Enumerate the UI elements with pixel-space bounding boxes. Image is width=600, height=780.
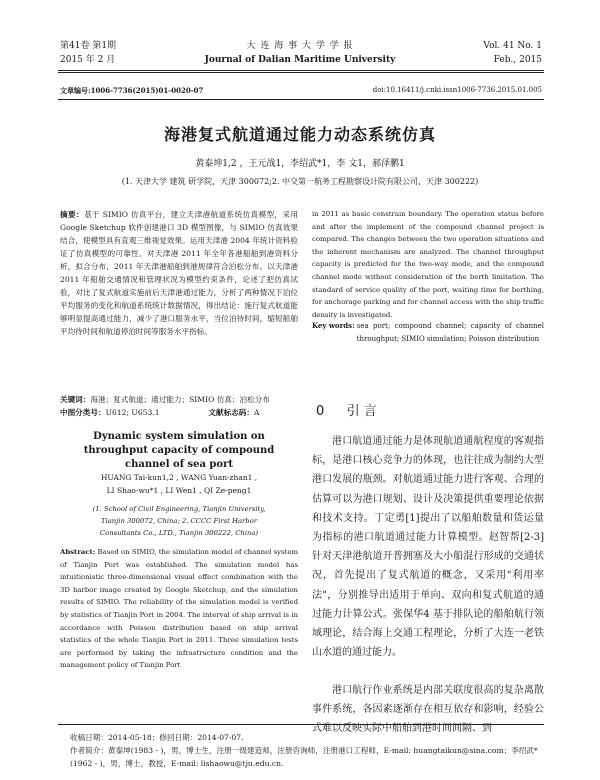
authors-en-line: HUANG Tai-kun1,2 , WANG Yuan-zhan1 , bbox=[100, 473, 258, 482]
header-rule bbox=[58, 70, 544, 71]
footnote-bio: 作者简介：黄泰坤(1983 - )，男，博士生，注册一级建造师，注册咨询师，注册港口工程师，E-mail: huangtaikun@sina.com；李绍武*(1962 - )，男，博士，教授，E-mail: lishaowu@tju.edu.cn. bbox=[70, 746, 538, 768]
abstract-cn-label: 摘要： bbox=[60, 210, 84, 219]
issue-date-en: Feb., 2015 bbox=[493, 55, 542, 65]
section-heading bbox=[316, 400, 377, 419]
abstract-en-part1 bbox=[60, 546, 298, 672]
doc-code-value: A bbox=[253, 408, 260, 417]
abstract-cn bbox=[60, 208, 298, 338]
footnote-received: 收稿日期：2014-05-18；修回日期：2014-07-07. bbox=[70, 733, 244, 742]
journal-name-cn: 大 连 海 事 大 学 学 报 bbox=[246, 41, 354, 51]
issue-date-cn: 2015 年 2 月 bbox=[60, 55, 116, 65]
doc-code-label: 文献标志码： bbox=[208, 408, 254, 417]
affiliation-en-line: Tianjin 300072, China; 2. CCCC First Harbor bbox=[101, 517, 257, 525]
affiliation-en-line: (1. School of Civil Engineering, Tianjin University, bbox=[92, 505, 266, 513]
keywords-en-text: sea port; compound channel; capacity of channel throughput; SIMIO simulation; Poisson distribution bbox=[356, 322, 544, 343]
keywords-en-label: Key words: bbox=[312, 321, 355, 330]
intro-paragraph-2: 港口航行作业系统是内部关联度很高的复杂离散事件系统，各因素逐渐存在相互依存和影响，经验公式难以反映实际中船舶到港时间间隔、到 bbox=[312, 685, 544, 735]
article-number: 文章编号:1006-7736(2015)01-0020-07 bbox=[60, 86, 204, 95]
abstract-en-label: Abstract: bbox=[60, 548, 96, 556]
keywords-cn-text: 海港；复式航道；通过能力；SIMIO 仿真；泊松分布 bbox=[90, 395, 270, 404]
section-title: 引 言 bbox=[346, 404, 377, 419]
footnote-rule bbox=[58, 724, 544, 725]
authors-cn: 黄泰坤1,2 ，王元战1，李绍武*1，李 文1，郝泽鹏1 bbox=[195, 159, 405, 169]
volume-number-cn: 第41卷 第1期 bbox=[60, 41, 117, 51]
volume-number-en: Vol. 41 No. 1 bbox=[483, 41, 542, 51]
meta-rule bbox=[58, 99, 544, 100]
class-label: 中图分类号： bbox=[60, 408, 106, 417]
keywords-cn bbox=[60, 393, 298, 406]
keywords-cn-label: 关键词： bbox=[60, 395, 91, 404]
section-number: 0 bbox=[316, 404, 325, 419]
abstract-en-text: Based on SIMIO, the simulation model of channel system of Tianjin Port was established. The simulation model has intuitionistic three-dimensional visual effect combination with the 3D harbor image created by Google Sketchup, and the simulation results of SIMIO. The reliability of the simulation model is verified by statistics of Tianjin Port in 2004. The interval of ship arrival is in accordance with Poisson distribution based on ship arrival statistics of the whole Tianjin Port in 2011. Three simulation tests are performed by taking the infrastructure condition and the management policy of Tianjin Port bbox=[60, 548, 298, 670]
authors-en-line: LI Shao-wu*1 , LI Wen1 , QI Ze-peng1 bbox=[106, 485, 252, 495]
doi: doi:10.16411/j.cnki.issn1006-7736.2015.01.005 bbox=[372, 86, 542, 94]
authors-en bbox=[60, 472, 298, 497]
affiliation-cn: (1. 天津大学 建筑 研学院，天津 300072;2. 中交第一航务工程勘察设计院有限公司，天津 300222) bbox=[121, 177, 479, 186]
classification-cn bbox=[60, 406, 298, 419]
paper-title-cn: 海港复式航道通过能力动态系统仿真 bbox=[163, 125, 436, 144]
keywords-en bbox=[312, 320, 544, 345]
class-value: U612; U653.1 bbox=[105, 408, 160, 417]
paper-title-en: Dynamic system simulation on throughput capacity of compound channel of sea port bbox=[83, 431, 275, 470]
abstract-cn-text: 基于 SIMIO 仿真平台，建立天津港航道系统仿真模型，采用 Google Sketchup 软件创建港口 3D 模型图像，与 SIMIO 仿真效果结合，使模型具有直观三维视觉效果。运用天津港 2004 年统计资料验证了仿真模型的可靠性。对天津港 2011 年全年各港船舶到港资料分析，拟合分布，2011 年天津港船舶到港规律符合泊松分布。以天津港 2011 年船舶交通情况和管理状况为模型约束条件，论述了把仿真试验，对比了复式航道实施前后天津港通过能力，分析了两种情况下泊位平均服务的变化和航道系统统计数据情况，得出结论：施行复式航道能够明显提高通过能力，减少了港口服务水平，当位泊待时间，缩短船舶平均待时间和航道停泊时间等服务水平指标。 bbox=[60, 210, 298, 336]
journal-name-en: Journal of Dalian Maritime University bbox=[204, 55, 396, 65]
header-rule-thin bbox=[58, 72, 544, 73]
abstract-en-part2: in 2011 as basic constrain boundary. The operation status before and after the implement of the compound channel project is compared. The changes between the two operation situations and the inherent mechanism are analyzed. The channel throughput capacity is predicted for the two-way mode, and the compound channel mode without consideration of the berth limitation. The standard of service quality of the port, waiting time for berthing, for anchorage parking and for channel access with the ship traffic density is investigated. bbox=[312, 210, 544, 319]
intro-paragraph-1: 港口航道通过能力是体现航道通航程度的客观指标，是港口核心竞争力的体现，也往往成为制约大型港口发展的瓶颈。对航道通过能力进行客观、合理的估算可以为港口规划、设计及决策提供重要理论依据和技术支持。丁定勇[1]提出了以船舶数量和货运量为指标的港口航道通过能力计算模型。赵智帮[2-3]针对天津港航道开普拥塞及大小船混行形成的交通状况，首先提出了复式航道的概念，又采用"利用率法"，分别推导出适用于单向、双向和复式航道的通过能力计算公式。张保华4 基于排队论的船舶航行领域理论，结合海上交通工程理论，分析了大连一老铁山水道的通过能力。 bbox=[312, 436, 544, 659]
affiliation-en-line: Consultants Co., LTD., Tianjin 300222, China) bbox=[99, 529, 259, 537]
affiliation-en bbox=[60, 503, 298, 539]
